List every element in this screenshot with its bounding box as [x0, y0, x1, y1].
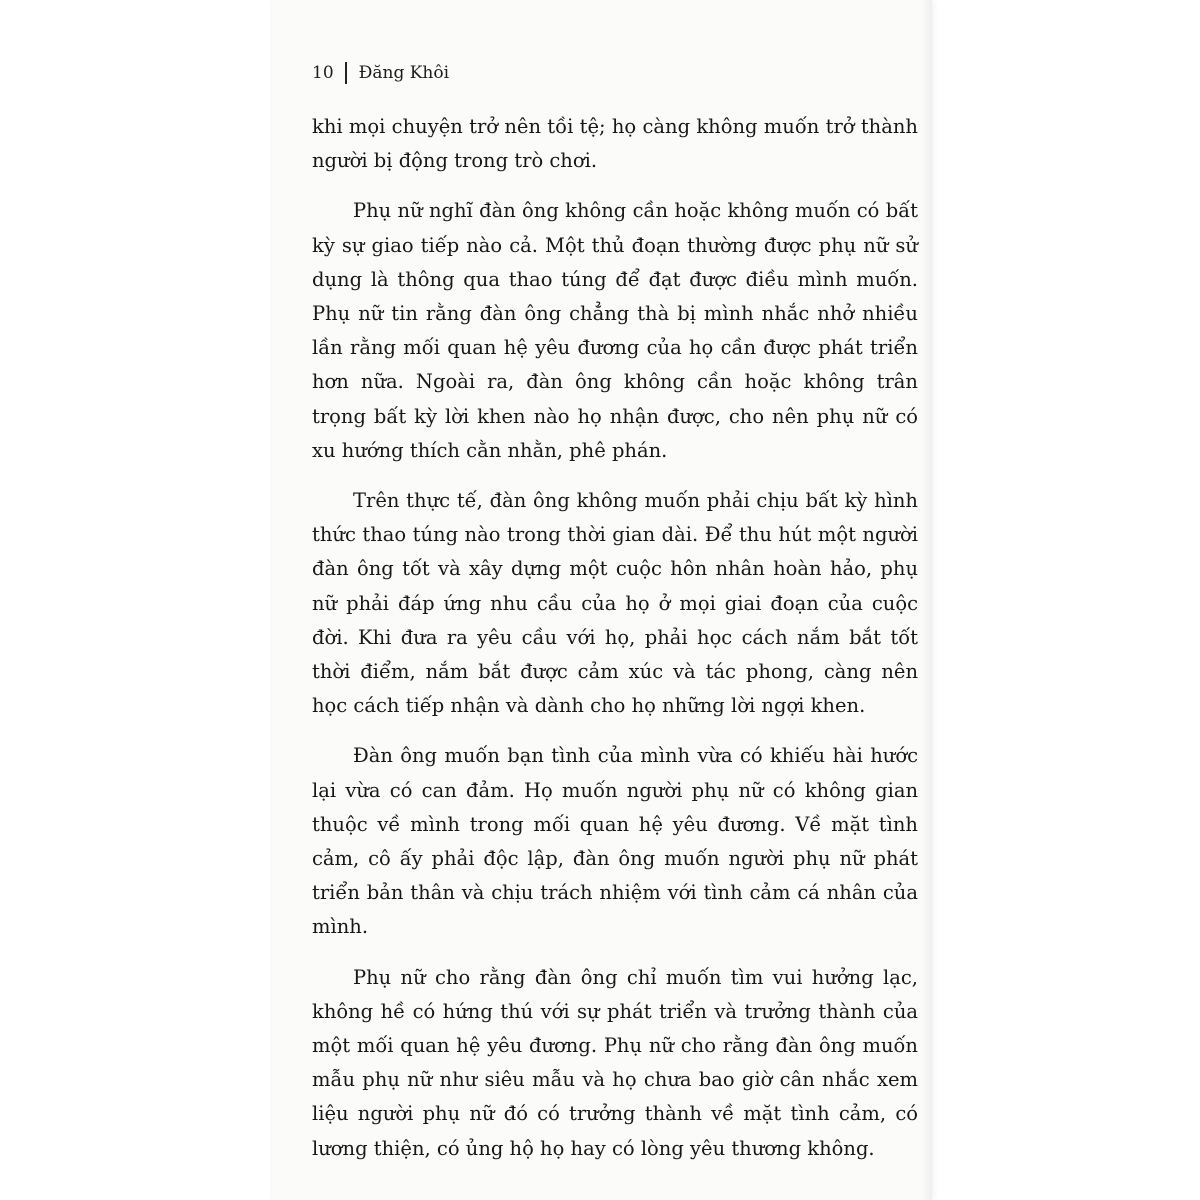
author-name: Đăng Khôi — [358, 63, 450, 83]
header-separator — [345, 62, 347, 84]
paragraph: Phụ nữ cho rằng đàn ông chỉ muốn tìm vui hưởng lạc, không hề có hứng thú với sự phát triển và trưởng thành của một mối quan hệ yêu đương. Phụ nữ cho rằng đàn ông muốn mẫu phụ nữ như siêu mẫu và họ chưa bao giờ cân nhắc xem liệu người phụ nữ đó có trưởng thành về mặt tình cảm, có lương thiện, có ủng hộ họ hay có lòng yêu thương không. — [312, 965, 918, 1160]
book-page — [272, 0, 932, 1200]
page-body — [312, 110, 918, 1182]
page-edge-shadow — [922, 0, 932, 1200]
paragraph: Trên thực tế, đàn ông không muốn phải chịu bất kỳ hình thức thao túng nào trong thời gian dài. Để thu hút một người đàn ông tốt và xây dựng một cuộc hôn nhân hoàn hảo, phụ nữ phải đáp ứng nhu cầu của họ ở mọi giai đoạn của cuộc đời. Khi đưa ra yêu cầu với họ, phải học cách nắm bắt tốt thời điểm, nắm bắt được cảm xúc và tác phong, càng nên học cách tiếp nhận và dành cho họ những lời ngợi khen. — [312, 489, 918, 718]
paragraph: Đàn ông muốn bạn tình của mình vừa có khiếu hài hước lại vừa có can đảm. Họ muốn người phụ nữ có không gian thuộc về mình trong mối quan hệ yêu đương. Về mặt tình cảm, cô ấy phải độc lập, đàn ông muốn người phụ nữ phát triển bản thân và chịu trách nhiệm với tình cảm cá nhân của mình. — [312, 744, 918, 939]
paragraph: Phụ nữ nghĩ đàn ông không cần hoặc không muốn có bất kỳ sự giao tiếp nào cả. Một thủ đoạn thường được phụ nữ sử dụng là thông qua thao túng để đạt được điều mình muốn. Phụ nữ tin rằng đàn ông chẳng thà bị mình nhắc nhở nhiều lần rằng mối quan hệ yêu đương của họ cần được phát triển hơn nữa. Ngoài ra, đàn ông không cần hoặc không trân trọng bất kỳ lời khen nào họ nhận được, cho nên phụ nữ có xu hướng thích cằn nhằn, phê phán. — [312, 199, 918, 462]
running-header — [312, 62, 449, 84]
paragraph-continued: khi mọi chuyện trở nên tồi tệ; họ càng không muốn trở thành người bị động trong trò chơi. — [312, 115, 918, 173]
page-number: 10 — [312, 63, 334, 83]
